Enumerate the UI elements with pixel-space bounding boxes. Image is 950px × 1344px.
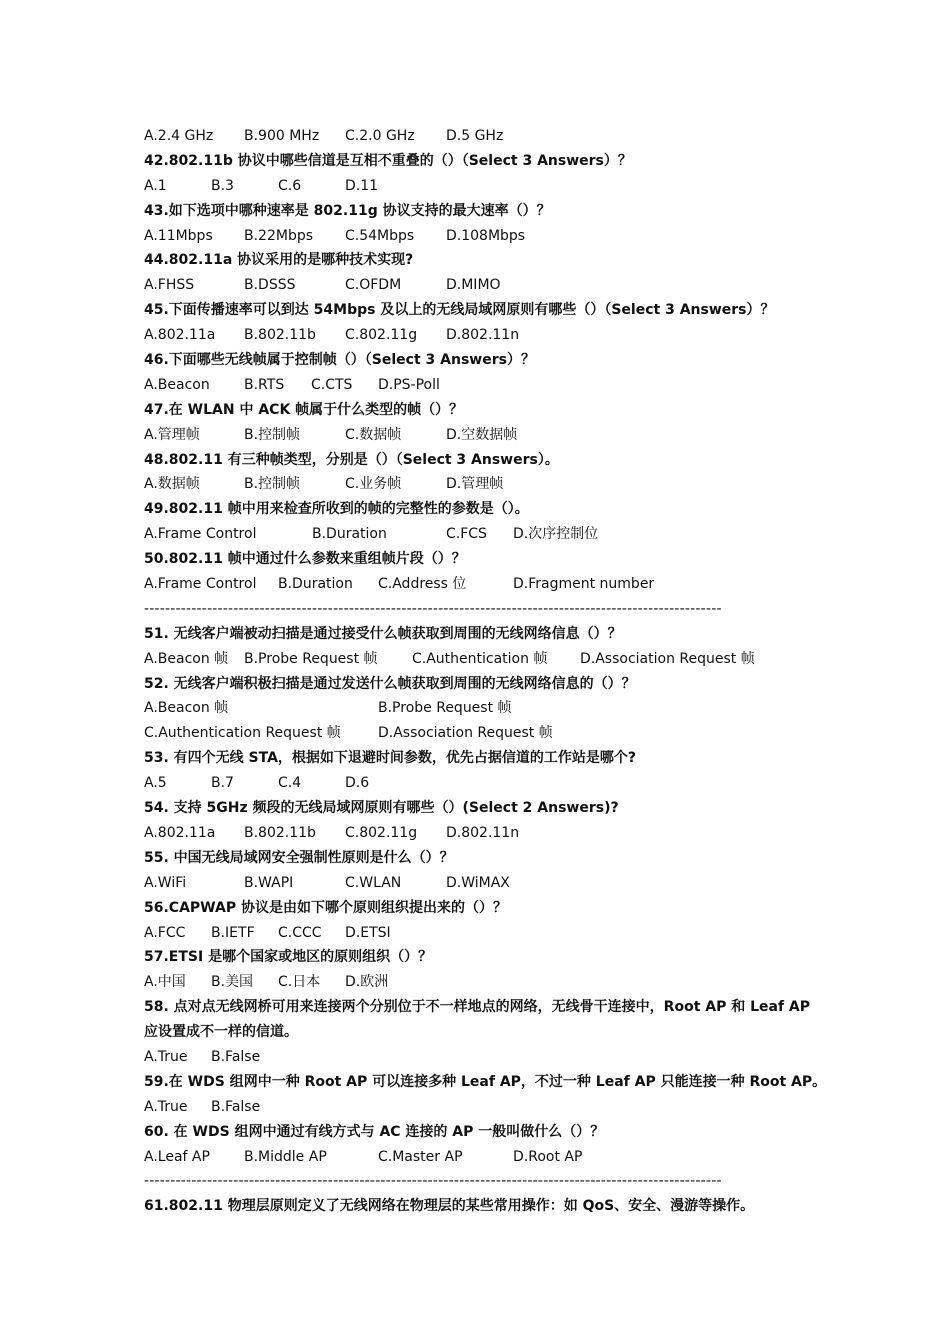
option: B.Probe Request 帧 [244,650,378,667]
option-line [144,921,824,946]
question-text: 48.802.11 有三种帧类型，分别是（）（Select 3 Answers）。 [144,451,559,468]
question-text: 56.CAPWAP 协议是由如下哪个原则组织提出来的（）？ [144,899,507,916]
option: C.54Mbps [345,227,415,244]
option: B.False [211,1098,261,1115]
option: C.Master AP [378,1148,463,1165]
question-text: 58. 点对点无线网桥可用来连接两个分别位于不一样地点的网络，无线骨干连接中，Root AP 和 Leaf AP [144,999,811,1016]
option: A.11Mbps [144,227,213,244]
option: B.False [211,1048,261,1065]
option: B.802.11b [244,824,316,841]
option: C.WLAN [345,874,402,891]
option-line [144,1145,824,1170]
document-page [144,124,827,1219]
option: A.Frame Control [144,576,257,593]
question-text: 59.在 WDS 组网中一种 Root AP 可以连接多种 Leaf AP，不过一种 Leaf AP 只能连接一种 Root AP。 [144,1073,827,1090]
option: D.ETSI [345,924,391,941]
option: C.业务帧 [345,476,402,493]
option: C.日本 [278,974,321,991]
option-line [144,174,824,199]
option: B.22Mbps [244,227,314,244]
option-line [144,1095,824,1120]
option: A.802.11a [144,824,216,841]
option: C.4 [278,775,302,792]
question-text: 45.下面传播速率可以到达 54Mbps 及以上的无线局域网原则有哪些（）（Select 3 Answers）？ [144,302,775,319]
option: C.Authentication Request 帧 [144,725,341,742]
option: D.11 [345,177,379,194]
option: B.7 [211,775,234,792]
option: B.RTS [244,376,285,393]
option: C.2.0 GHz [345,128,415,144]
option-line [144,721,824,746]
option: C.FCS [446,526,487,543]
option: B.802.11b [244,327,316,344]
question-text: 60. 在 WDS 组网中通过有线方式与 AC 连接的 AP 一般叫做什么（）？ [144,1123,605,1140]
section-separator: -------------------------------------------------------------------------------------------------------------- [144,600,722,617]
option: B.Duration [278,576,353,593]
question-text: 57.ETSI 是哪个国家或地区的原则组织（）？ [144,949,433,966]
option-line [144,273,824,298]
option: D.802.11n [446,824,520,841]
option: A.FCC [144,924,186,941]
question-text: 61.802.11 物理层原则定义了无线网络在物理层的某些常用操作：如 QoS、安全、漫游等操作。 [144,1198,755,1215]
option: C.Address 位 [378,576,467,593]
option: C.802.11g [345,327,418,344]
option: C.数据帧 [345,426,402,443]
option: A.Beacon 帧 [144,700,229,717]
option: C.CCC [278,924,322,941]
option-line [144,871,824,896]
option: D.PS-Poll [378,376,440,393]
option: B.Middle AP [244,1148,327,1165]
option: C.802.11g [345,824,418,841]
option: B.WAPI [244,874,294,891]
option: D.Association Request 帧 [378,725,553,742]
option: C.Authentication 帧 [412,650,548,667]
question-text: 43.如下选项中哪种速率是 802.11g 协议支持的最大速率（）？ [144,202,551,219]
option: D.管理帧 [446,476,504,493]
option: B.DSSS [244,277,296,294]
question-text: 47.在 WLAN 中 ACK 帧属于什么类型的帧（）？ [144,401,464,418]
option-line [144,696,824,721]
question-text: 51. 无线客户端被动扫描是通过接受什么帧获取到周围的无线网络信息（）？ [144,625,622,642]
option: B.控制帧 [244,476,301,493]
option: D.6 [345,775,370,792]
option: B.控制帧 [244,426,301,443]
option: A.数据帧 [144,476,200,493]
option: B.IETF [211,924,255,941]
option: C.6 [278,177,302,194]
option: B.900 MHz [244,128,320,144]
option: D.Association Request 帧 [580,650,755,667]
option-line [144,771,824,796]
option: C.OFDM [345,277,402,294]
question-text: 42.802.11b 协议中哪些信道是互相不重叠的（）（Select 3 Answers）？ [144,152,632,169]
option: D.Root AP [513,1148,583,1165]
option: A.1 [144,177,167,194]
option-line [144,647,824,672]
option-line [144,423,824,448]
section-separator: -------------------------------------------------------------------------------------------------------------- [144,1173,722,1190]
option: D.欧洲 [345,974,389,991]
question-text: 46.下面哪些无线帧属于控制帧（）（Select 3 Answers）？ [144,352,535,369]
option-line [144,970,824,995]
option: A.Beacon 帧 [144,650,229,667]
option: A.Frame Control [144,526,257,543]
question-text: 49.802.11 帧中用来检查所收到的帧的完整性的参数是（）。 [144,501,529,518]
option: A.Leaf AP [144,1148,210,1165]
option-line [144,572,824,597]
option-line [144,522,824,547]
option: B.Probe Request 帧 [378,700,512,717]
option: A.802.11a [144,327,216,344]
option: D.MIMO [446,277,501,294]
question-text: 54. 支持 5GHz 频段的无线局域网原则有哪些（）(Select 2 Answers)? [144,800,619,817]
option-line [144,1045,824,1070]
option: A.5 [144,775,167,792]
question-text: 55. 中国无线局域网安全强制性原则是什么（）？ [144,849,454,866]
option: A.WiFi [144,874,187,891]
question-text: 应设置成不一样的信道。 [144,1024,298,1041]
question-text: 50.802.11 帧中通过什么参数来重组帧片段（）？ [144,551,466,568]
option: B.3 [211,177,234,194]
option: A.中国 [144,974,186,991]
option: D.WiMAX [446,874,510,891]
question-text: 52. 无线客户端积极扫描是通过发送什么帧获取到周围的无线网络信息的（）？ [144,675,636,692]
option: D.Fragment number [513,576,655,593]
option-line [144,821,824,846]
option-line [144,323,824,348]
option-line [144,224,824,249]
option: D.802.11n [446,327,520,344]
option: B.Duration [312,526,387,543]
option-line [144,124,824,149]
option: D.108Mbps [446,227,526,244]
option: D.次序控制位 [513,526,599,543]
option: A.2.4 GHz [144,128,214,144]
option: A.True [144,1098,188,1115]
option: A.True [144,1048,188,1065]
option: D.空数据帧 [446,426,518,443]
option-line [144,472,824,497]
option: B.美国 [211,974,254,991]
question-text: 44.802.11a 协议采用的是哪种技术实现? [144,252,414,269]
option: A.FHSS [144,277,195,294]
option: D.5 GHz [446,128,504,144]
option-line [144,373,824,398]
option: C.CTS [311,376,353,393]
option: A.Beacon [144,376,210,393]
option: A.管理帧 [144,426,200,443]
question-text: 53. 有四个无线 STA，根据如下退避时间参数，优先占据信道的工作站是哪个? [144,750,637,767]
